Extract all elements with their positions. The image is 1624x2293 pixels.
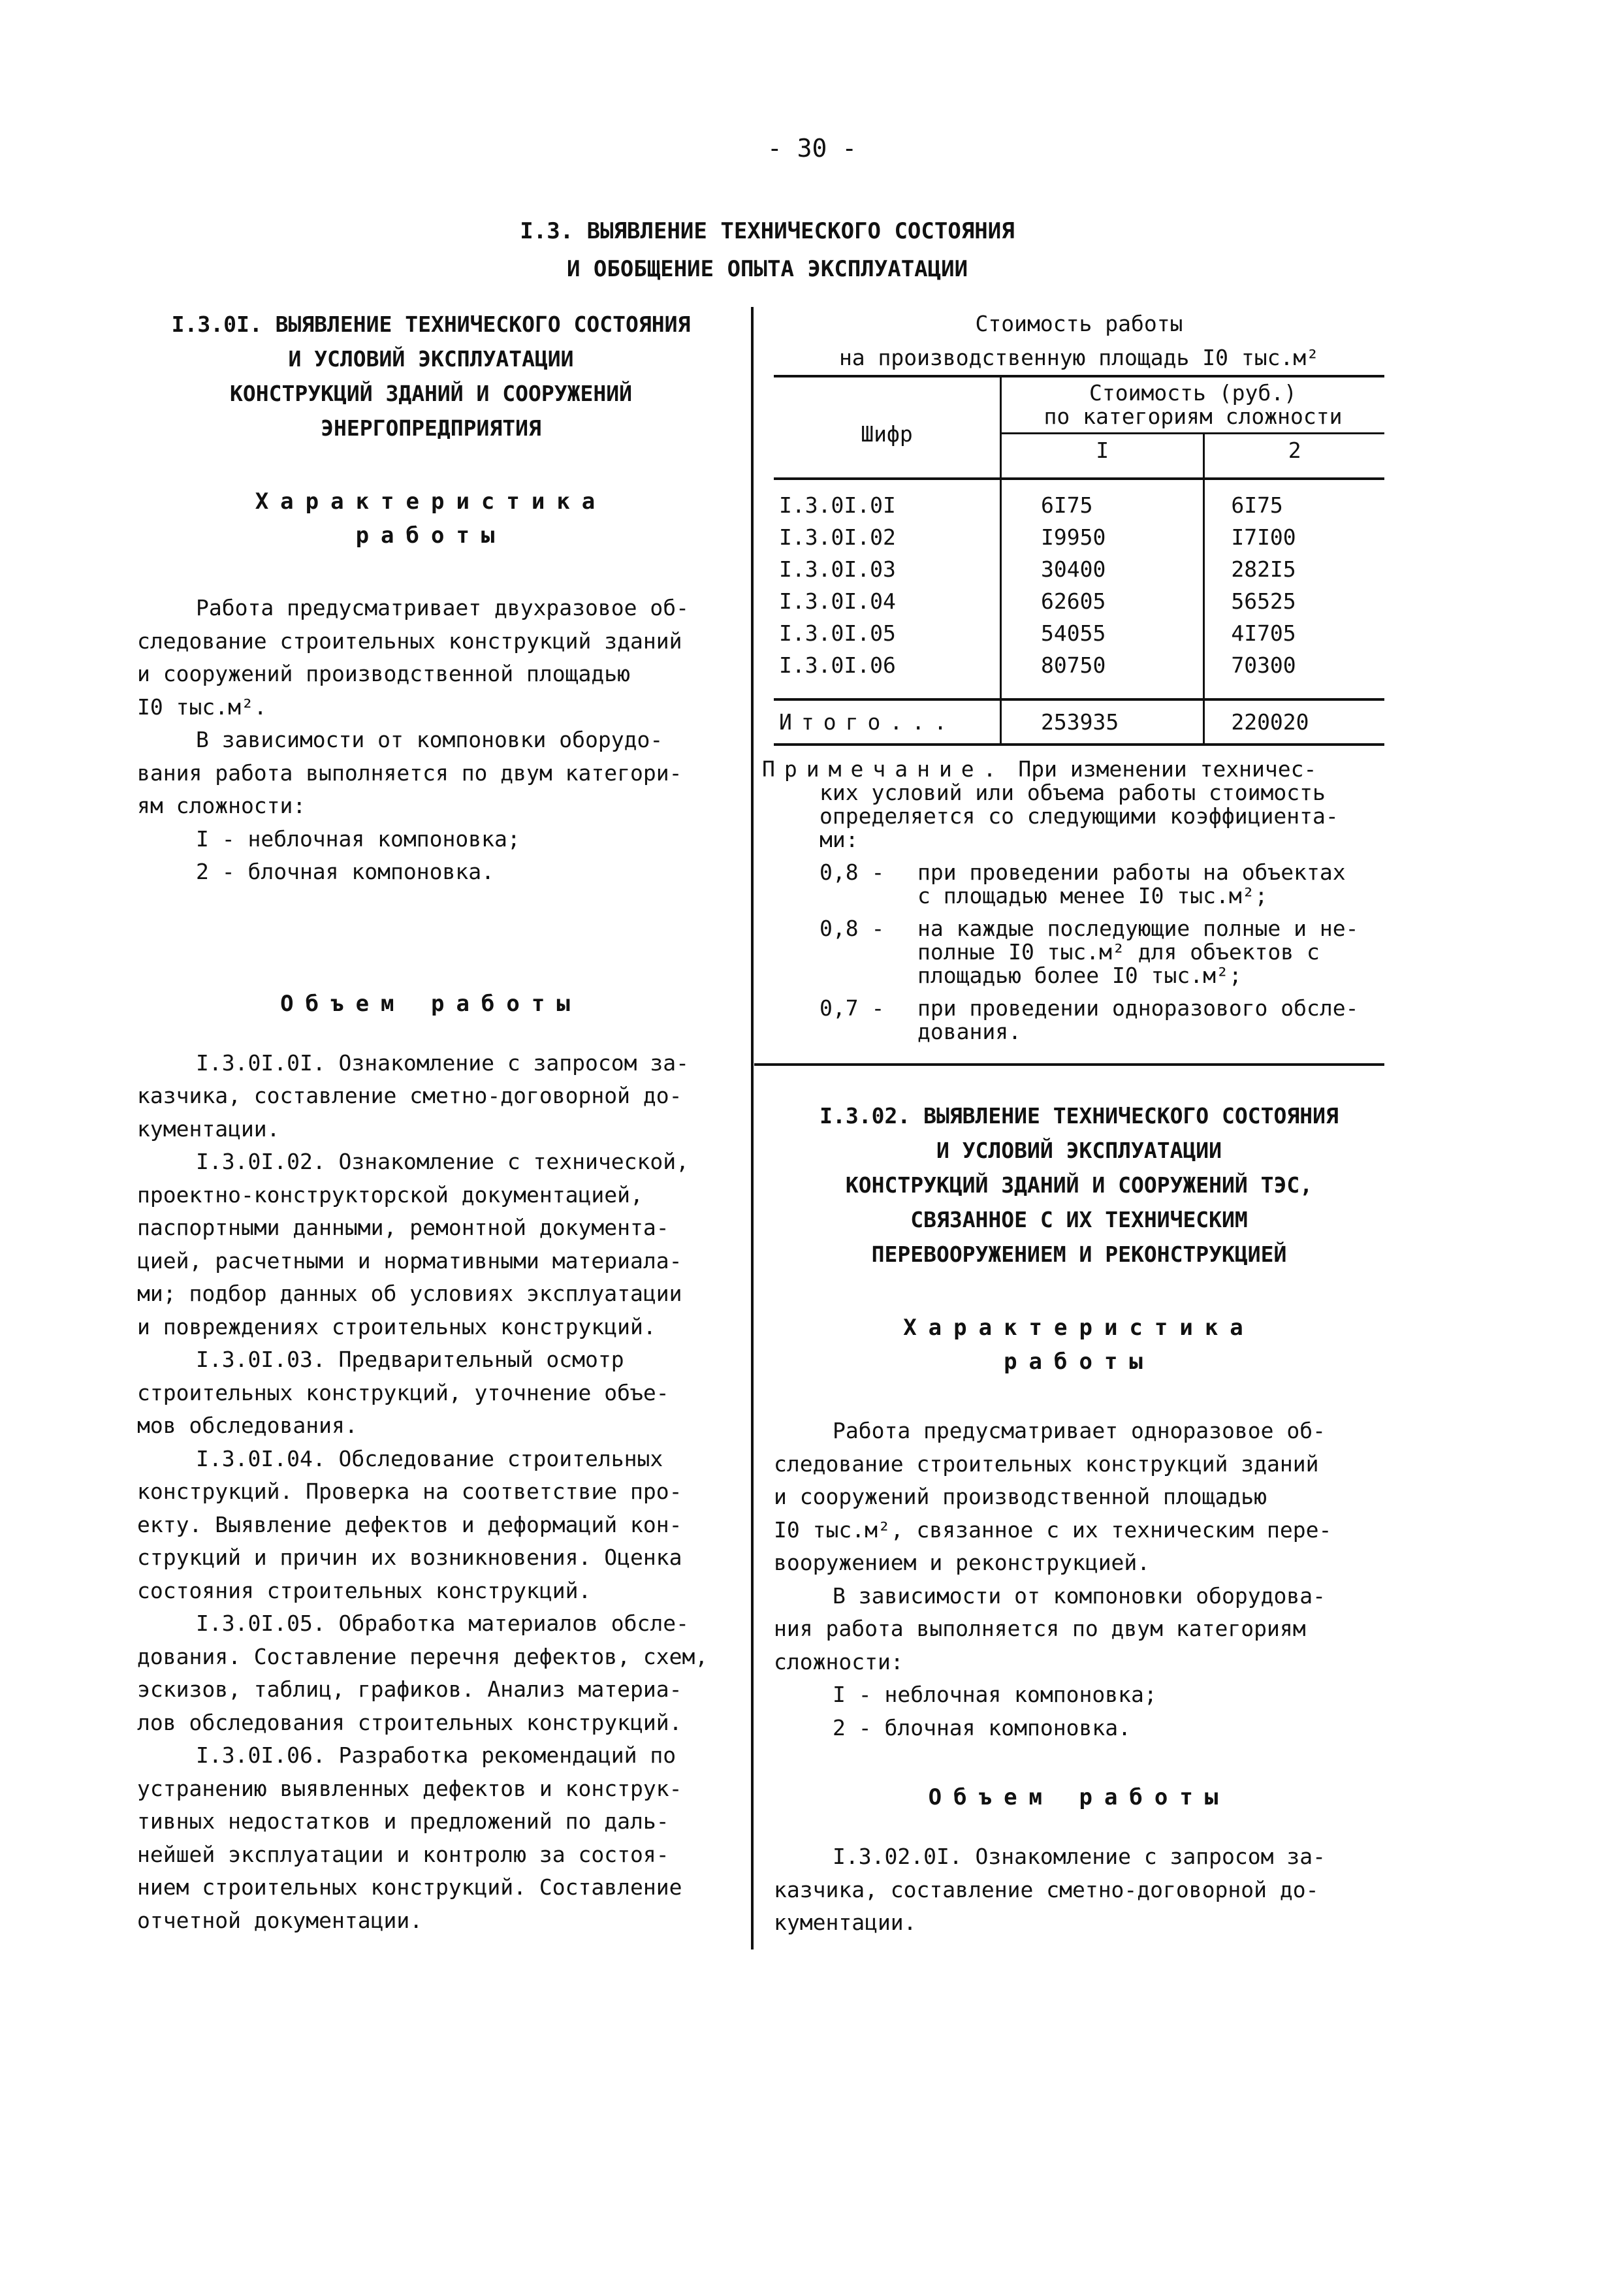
note-item-line: с площадью менее I0 тыс.м²; <box>917 883 1268 908</box>
table-row <box>774 553 1384 585</box>
text-line: кументации. <box>774 1910 917 1935</box>
note-intro-line: При изменении техничес- <box>1018 756 1317 782</box>
text-line: и повреждениях строительных конструкций. <box>137 1313 656 1339</box>
text-line: проектно-конструкторской документацией, <box>137 1181 643 1208</box>
row-cat2: 4I705 <box>1231 620 1296 646</box>
note-item <box>774 997 1384 1044</box>
text-line: вания работа выполняется по двум категори- <box>137 760 682 786</box>
text-line: I.3.0I.02. Ознакомление с технической, <box>196 1149 689 1174</box>
text-line: конструкций. Проверка на соответствие про- <box>137 1479 682 1504</box>
row-cat2: 282I5 <box>1231 556 1296 582</box>
note-intro-line: определяется со следующими коэффициента- <box>820 803 1339 829</box>
section-1-char-heading <box>137 485 725 553</box>
left-column <box>137 307 725 1937</box>
col-code-header: Шифр <box>774 376 1001 479</box>
row-cat1: I9950 <box>1001 521 1204 553</box>
row-code: I.3.0I.04 <box>774 585 1001 617</box>
note-lead: Примечание. <box>762 756 1006 782</box>
text-line: I - неблочная компоновка; <box>833 1682 1157 1707</box>
main-heading <box>0 212 1535 288</box>
section-2-title <box>774 1098 1384 1272</box>
cost-table <box>774 375 1384 746</box>
text-line: вооружением и реконструкцией. <box>774 1550 1151 1575</box>
heading-line: работы <box>355 522 507 549</box>
page-number: - 30 - <box>767 134 857 163</box>
cat2-header: 2 <box>1204 434 1384 479</box>
text-line: Работа предусматривает одноразовое об- <box>833 1418 1326 1443</box>
table-note <box>762 756 1384 1044</box>
text-line: I - неблочная компоновка; <box>196 826 520 852</box>
section-2-title-line: I.3.02. ВЫЯВЛЕНИЕ ТЕХНИЧЕСКОГО СОСТОЯНИЯ <box>820 1103 1339 1129</box>
row-code: I.3.0I.0I <box>774 479 1001 521</box>
text-line: В зависимости от компоновки оборудо- <box>196 727 663 752</box>
row-cat1: 54055 <box>1001 617 1204 649</box>
text-line: I0 тыс.м², связанное с их техническим пере- <box>774 1516 1332 1543</box>
text-line: 2 - блочная компоновка. <box>196 859 494 884</box>
total-cat1: 253935 <box>1001 699 1204 745</box>
text-line: екту. Выявление дефектов и деформаций кон- <box>137 1511 682 1537</box>
text-line: устранению выявленных дефектов и конструк- <box>137 1775 682 1801</box>
heading-line: Характеристика <box>903 1315 1255 1341</box>
section-1-title-line: И УСЛОВИЙ ЭКСПЛУАТАЦИИ <box>288 346 574 372</box>
note-coef: 0,8 - <box>820 916 885 941</box>
main-heading-line: И ОБОБЩЕНИЕ ОПЫТА ЭКСПЛУАТАЦИИ <box>566 256 968 282</box>
column-divider <box>751 307 754 1949</box>
text-line: паспортными данными, ремонтной документа- <box>137 1215 669 1240</box>
text-line: струкций и причин их возникновения. Оценка <box>137 1545 682 1570</box>
text-line: I0 тыс.м². <box>137 694 267 720</box>
section-1-title-line: КОНСТРУКЦИЙ ЗДАНИЙ И СООРУЖЕНИЙ <box>230 381 632 406</box>
note-item <box>774 861 1384 908</box>
text-line: кументации. <box>137 1115 280 1142</box>
section-1-title-line: ЭНЕРГОПРЕДПРИЯТИЯ <box>321 415 541 441</box>
section-2-title-line: ПЕРЕВООРУЖЕНИЕМ И РЕКОНСТРУКЦИЕЙ <box>871 1242 1287 1267</box>
row-cat2: 6I75 <box>1231 492 1283 518</box>
heading-line: работы <box>1004 1349 1154 1375</box>
text-line: I.3.0I.06. Разработка рекомендаций по <box>196 1742 677 1768</box>
note-coef: 0,7 - <box>820 995 885 1021</box>
section-2-title-line: И УСЛОВИЙ ЭКСПЛУАТАЦИИ <box>936 1138 1222 1163</box>
section-2-char-text <box>774 1415 1384 1744</box>
section-1-volume-heading: Объем работы <box>280 990 582 1017</box>
text-line: ми; подбор данных об условиях эксплуатации <box>137 1281 682 1306</box>
text-line: казчика, составление сметно-договорной до- <box>137 1083 682 1108</box>
total-cat2: 220020 <box>1231 709 1309 735</box>
note-item-line: при проведении работы на объектах <box>917 859 1346 885</box>
text-line: ния работа выполняется по двум категориям <box>774 1616 1306 1641</box>
note-item-line: дования. <box>917 1019 1021 1044</box>
section-1-volume-text <box>137 1047 725 1938</box>
text-line: дования. Составление перечня дефектов, схем, <box>137 1643 709 1669</box>
note-intro-line: ких условий или объема работы стоимость <box>820 780 1326 805</box>
table-row <box>774 617 1384 649</box>
note-item-line: полные I0 тыс.м² для объектов с <box>917 939 1320 965</box>
section-1-char-text <box>137 592 725 889</box>
section-2-title-line: СВЯЗАННОЕ С ИХ ТЕХНИЧЕСКИМ <box>910 1207 1248 1232</box>
text-line: цией, расчетными и нормативными материала- <box>137 1247 682 1274</box>
section-2-volume-heading: Объем работы <box>928 1784 1230 1810</box>
text-line: 2 - блочная компоновка. <box>833 1714 1131 1740</box>
text-line: отчетной документации. <box>137 1907 423 1933</box>
text-line: I.3.0I.03. Предварительный осмотр <box>196 1347 624 1372</box>
note-item-line: при проведении одноразового обсле- <box>917 995 1359 1021</box>
section-2-volume-text <box>774 1840 1384 1940</box>
total-label: Итого... <box>774 699 1001 745</box>
table-row <box>774 649 1384 699</box>
text-line: нием строительных конструкций. Составление <box>137 1874 682 1900</box>
text-line: ям сложности: <box>137 793 306 818</box>
right-column <box>762 307 1384 1940</box>
row-code: I.3.0I.06 <box>774 649 1001 699</box>
table-row <box>774 479 1384 521</box>
text-line: и сооружений производственной площадью <box>774 1484 1267 1509</box>
row-code: I.3.0I.02 <box>774 521 1001 553</box>
note-intro-line: ми: <box>820 827 859 852</box>
note-item-line: на каждые последующие полные и не- <box>917 916 1359 941</box>
text-line: I.3.0I.05. Обработка материалов обсле- <box>196 1611 689 1636</box>
col-cost-header-line: Стоимость (руб.) <box>1089 380 1297 406</box>
row-cat1: 6I75 <box>1001 479 1204 521</box>
text-line: нейшей эксплуатации и контролю за состоя- <box>137 1841 669 1867</box>
row-code: I.3.0I.03 <box>774 553 1001 585</box>
col-cost-header-line: по категориям сложности <box>1043 404 1343 429</box>
note-coef: 0,8 - <box>820 859 885 885</box>
text-line: строительных конструкций, уточнение объе- <box>137 1379 669 1405</box>
row-cat2: I7I00 <box>1231 524 1296 550</box>
text-line: I.3.0I.04. Обследование строительных <box>196 1445 663 1471</box>
text-line: следование строительных конструкций зданий <box>774 1451 1319 1477</box>
note-item-line: площадью более I0 тыс.м²; <box>917 963 1242 988</box>
row-cat2: 70300 <box>1231 652 1296 678</box>
text-line: и сооружений производственной площадью <box>137 661 630 686</box>
text-line: сложности: <box>774 1648 904 1675</box>
text-line: I.3.0I.0I. Ознакомление с запросом за- <box>196 1050 689 1076</box>
col-cost-header <box>1001 376 1385 434</box>
text-line: эскизов, таблиц, графиков. Анализ материа- <box>137 1676 682 1702</box>
table-row <box>774 585 1384 617</box>
row-cat1: 62605 <box>1001 585 1204 617</box>
text-line: лов обследования строительных конструкций. <box>137 1709 682 1735</box>
text-line: следование строительных конструкций зданий <box>137 628 682 654</box>
text-line: В зависимости от компоновки оборудова- <box>833 1582 1326 1609</box>
section-1-title <box>137 307 725 445</box>
row-cat1: 30400 <box>1001 553 1204 585</box>
caption-line: на производственную площадь I0 тыс.м² <box>838 345 1320 370</box>
text-line: тивных недостатков и предложений по даль- <box>137 1808 669 1834</box>
table-total-row <box>774 699 1384 745</box>
row-code: I.3.0I.05 <box>774 617 1001 649</box>
cat1-header: I <box>1001 434 1204 479</box>
text-line: казчика, составление сметно-договорной до- <box>774 1876 1319 1902</box>
text-line: I.3.02.0I. Ознакомление с запросом за- <box>833 1844 1326 1869</box>
section-2-title-line: КОНСТРУКЦИЙ ЗДАНИЙ И СООРУЖЕНИЙ ТЭС, <box>845 1172 1313 1198</box>
row-cat1: 80750 <box>1001 649 1204 699</box>
caption-line: Стоимость работы <box>975 311 1183 336</box>
section-1-title-line: I.3.0I. ВЫЯВЛЕНИЕ ТЕХНИЧЕСКОГО СОСТОЯНИЯ <box>171 312 691 337</box>
text-line: Работа предусматривает двухразовое об- <box>196 595 689 620</box>
section-2-char-heading <box>774 1311 1384 1379</box>
row-cat2: 56525 <box>1231 588 1296 614</box>
main-heading-line: I.3. ВЫЯВЛЕНИЕ ТЕХНИЧЕСКОГО СОСТОЯНИЯ <box>520 218 1015 244</box>
table-caption <box>774 307 1384 375</box>
text-line: состояния строительных конструкций. <box>137 1577 592 1603</box>
table-row <box>774 521 1384 553</box>
heading-line: Характеристика <box>255 489 607 515</box>
text-line: мов обследования. <box>137 1413 358 1438</box>
note-item <box>774 917 1384 987</box>
